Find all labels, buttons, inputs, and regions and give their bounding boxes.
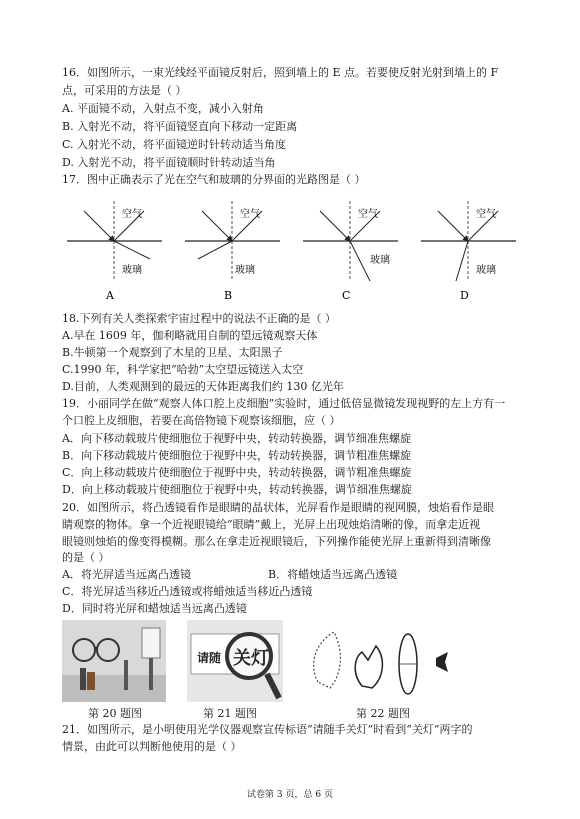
q20-option-a: A．将光屏适当远离凸透镜 [62,568,191,581]
q20-option-c: C．将光屏适当移近凸透镜或将蜡烛适当移近凸透镜 [62,585,313,598]
q20-option-d: D．同时将光屏和蜡烛适当远离凸透镜 [62,602,247,615]
q17-c-letter: C [342,289,351,302]
q20-stem-line1: 20．如图所示，将凸透镜看作是眼睛的晶状体，光屏看作是眼睛的视网膜，烛焰看作是眼 [62,501,494,514]
q20-experiment-photo [62,620,166,702]
q19-option-d: D．向上移动载玻片使细胞位于视野中央，转动转换器，调节细准焦螺旋 [62,483,412,496]
q17-d-glass-label: 玻璃 [476,265,496,276]
q21-sign-text: 请随 [197,651,222,665]
q21-magnifier-photo [187,620,283,702]
q16-stem-line1: 16．如图所示，一束光线经平面镜反射后，照到墙上的 E 点。若要使反射光射到墙上的 F [62,66,499,79]
q22-optics-sketch [308,624,458,702]
q19-stem-line1: 19．小丽同学在做“观察人体口腔上皮细胞”实验时，通过低倍显微镜发现视野的左上方有一 [62,397,506,410]
page-footer: 试卷第 3 页，总 6 页 [247,790,333,800]
q17-c-air-label: 空气 [358,209,378,220]
q22-figure-caption: 第 22 题图 [356,707,410,720]
q17-stem: 17．图中正确表示了光在空气和玻璃的分界面的光路图是（ ） [62,173,366,186]
q17-b-glass-label: 玻璃 [235,265,255,276]
q20-option-b: B．将蜡烛适当远离凸透镜 [268,568,398,581]
q17-a-air-label: 空气 [122,209,142,220]
q16-stem-line2: 点，可采用的方法是（ ） [62,84,187,97]
q17-a-glass-label: 玻璃 [122,265,142,276]
q18-option-a: A.早在 1609 年，伽利略就用自制的望远镜观察天体 [62,329,318,342]
q17-light-path-diagrams [62,193,522,308]
q16-option-a: A. 平面镜不动，入射点不变，减小入射角 [62,102,264,115]
q20-stem-line2: 睛观察的物体。拿一个近视眼镜给“眼睛”戴上，光屏上出现烛焰清晰的像，而拿走近视 [62,518,481,531]
q21-magnified-text: 关灯 [233,648,269,669]
q17-b-air-label: 空气 [240,209,260,220]
q17-diagram-d [421,201,516,302]
q21-stem-line2: 情景，由此可以判断他使用的是（ ） [62,740,242,753]
q16-option-b: B. 入射光不动，将平面镜竖直向下移动一定距离 [62,120,298,133]
q17-b-letter: B [224,289,233,302]
q18-option-b: B.牛顿第一个观察到了木星的卫星、太阳黑子 [62,346,283,359]
q19-option-a: A．向下移动载玻片使细胞位于视野中央，转动转换器，调节细准焦螺旋 [62,432,411,445]
q16-option-d: D. 入射光不动，将平面镜顺时针转动适当角 [62,156,276,169]
q17-c-glass-label: 玻璃 [370,255,390,266]
q17-diagram-b [185,201,280,302]
q18-stem: 18.下列有关人类探索宇宙过程中的说法不正确的是（ ） [62,312,336,325]
q16-option-c: C. 入射光不动，将平面镜逆时针转动适当角度 [62,138,287,151]
q19-option-b: B．向下移动载玻片使细胞位于视野中央，转动转换器，调节粗准焦螺旋 [62,449,412,462]
q18-option-c: C.1990 年，科学家把“哈勃”太空望远镜送入太空 [62,363,304,376]
q20-stem-line3: 眼镜则烛焰的像变得模糊。那么在拿走近视眼镜后，下列操作能使光屏上重新得到清晰像 [62,535,491,548]
q19-stem-line2: 个口腔上皮细胞，若要在高倍物镜下观察该细胞，应（ ） [62,414,341,427]
q19-option-c: C．向上移动载玻片使细胞位于视野中央，转动转换器，调节粗准焦螺旋 [62,466,412,479]
q21-stem-line1: 21．如图所示，是小明使用光学仪器观察宣传标语“请随手关灯”时看到“关灯”两字的 [62,723,473,736]
q17-diagram-a [67,201,162,302]
q20-stem-line4: 的是（ ） [62,551,110,564]
q21-figure-caption: 第 21 题图 [203,707,257,720]
q17-d-letter: D [460,289,469,302]
q17-d-air-label: 空气 [476,209,496,220]
q18-option-d: D.目前，人类观测到的最远的天体距离我们约 130 亿光年 [62,380,344,393]
q17-diagram-c [303,201,398,302]
q17-a-letter: A [106,289,114,302]
q20-figure-caption: 第 20 题图 [88,707,142,720]
